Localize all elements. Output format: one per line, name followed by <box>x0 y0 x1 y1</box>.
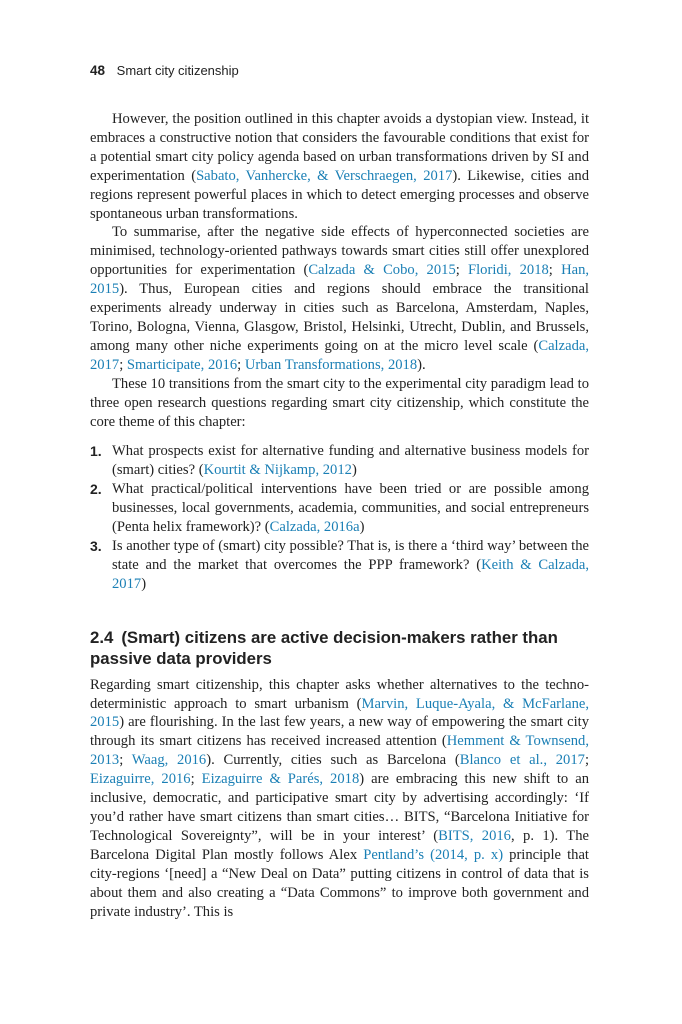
paragraph-ten-transitions: These 10 transitions from the smart city to the experimental city paradigm lead to three open research questions regarding smart city citizenship, which constitute the core theme of this chapter: <box>90 375 589 430</box>
citation-link[interactable]: Eizaguirre & Parés, 2018 <box>201 771 360 788</box>
citation-link[interactable]: Pentland’s (2014, p. x) <box>363 846 504 863</box>
citation-link[interactable]: Sabato, Vanhercke, & Verschraegen, 2017 <box>196 167 453 184</box>
citation-link[interactable]: Marvin, Luque-Ayala, & McFarlane, 2015 <box>90 695 589 731</box>
citation-link[interactable]: Calzada, 2017 <box>90 337 589 373</box>
running-title: Smart city citizenship <box>116 63 239 78</box>
question-number: 1. <box>90 443 102 460</box>
citation-link[interactable]: Kourtit & Nijkamp, 2012 <box>203 462 352 479</box>
citation-link[interactable]: Keith & Calzada, 2017 <box>112 556 589 592</box>
question-number: 3. <box>90 537 102 554</box>
research-questions-list <box>90 442 589 593</box>
list-item: 3. Is another type of (smart) city possible? That is, is there a ‘third way’ between the state and the market that overcomes the PPP framework? (Keith & Calzada, 2017) <box>90 537 589 592</box>
question-number: 2. <box>90 481 102 498</box>
citation-link[interactable]: Urban Transformations, 2018 <box>244 356 418 373</box>
list-item: 1. What prospects exist for alternative funding and alternative business models for (smart) cities? (Kourtit & Nijkamp, 2012) <box>90 443 589 479</box>
section-title: (Smart) citizens are active decision-makers rather than passive data providers <box>90 627 558 668</box>
section-heading <box>90 627 589 669</box>
citation-link[interactable]: Smarticipate, 2016 <box>126 356 238 373</box>
citation-link[interactable]: Floridi, 2018 <box>468 262 549 279</box>
citation-link[interactable]: BITS, 2016 <box>438 827 511 844</box>
citation-link[interactable]: Calzada & Cobo, 2015 <box>308 262 456 279</box>
section-number: 2.4 <box>90 627 114 647</box>
paragraph-summarise: To summarise, after the negative side effects of hyperconnected societies are minimised, technology-oriented pathways towards smart cities still offer unexplored opportunities for experimentation (Calzada & Cobo, 2015; Floridi, 2018; Han, 2015). Thus, European cities and regions should embrace the transitional experiments already underway in cities such as Barcelona, Amsterdam, Naples, Torino, Bologna, Vienna, Glasgow, Bristol, Helsinki, Utrecht, Dublin, and Brussels, among many other niche experiments going on at the micro level scale (Calzada, 2017; Smarticipate, 2016; Urban Transformations, 2018). <box>90 224 590 373</box>
paragraph-dystopian-view: However, the position outlined in this chapter avoids a dystopian view. Instead, it embraces a constructive notion that considers the favourable conditions that exist for a potential smart city policy agenda based on urban transformations driven by SI and experimentation (Sabato, Vanhercke, & Verschraegen, 2017). Likewise, cities and regions represent powerful places in which to detect emerging processes and observe spontaneous urban transformations. <box>90 111 590 222</box>
list-item: 2. What practical/political interventions have been tried or are possible among businesses, local governments, academia, communities, and social entrepreneurs (Penta helix framework)? (Calzada, 2016a) <box>90 481 589 536</box>
page-number: 48 <box>90 63 106 78</box>
paragraph-smart-citizenship: Regarding smart citizenship, this chapter asks whether alternatives to the techno-deterministic approach to smart urbanism (Marvin, Luque-Ayala, & McFarlane, 2015) are flourishing. In the last few years, a new way of empowering the smart city through its smart citizens has received increased attention (Hemment & Townsend, 2013; Waag, 2016). Currently, cities such as Barcelona (Blanco et al., 2017; Eizaguirre, 2016; Eizaguirre & Parés, 2018) are embracing this new shift to an inclusive, democratic, and participative smart city by advertising accordingly: ‘If you’d rather have smart citizens than smart cities… BITS, “Barcelona Initiative for Technological Sovereignty”, will be in your interest’ (BITS, 2016, p. 1). The Barcelona Digital Plan mostly follows Alex Pentland’s (2014, p. x) principle that city-regions ‘[need] a “New Deal on Data” putting citizens in control of data that is about them and also creating a “Data Commons” to improve both government and private industry’. This is <box>90 676 590 920</box>
citation-link[interactable]: Blanco et al., 2017 <box>459 752 585 769</box>
running-header <box>90 63 239 78</box>
citation-link[interactable]: Hemment & Townsend, 2013 <box>90 733 589 769</box>
citation-link[interactable]: Han, 2015 <box>90 262 590 298</box>
citation-link[interactable]: Calzada, 2016a <box>269 519 360 536</box>
body-text <box>90 110 589 921</box>
citation-link[interactable]: Eizaguirre, 2016 <box>90 771 191 788</box>
citation-link[interactable]: Waag, 2016 <box>131 752 207 769</box>
